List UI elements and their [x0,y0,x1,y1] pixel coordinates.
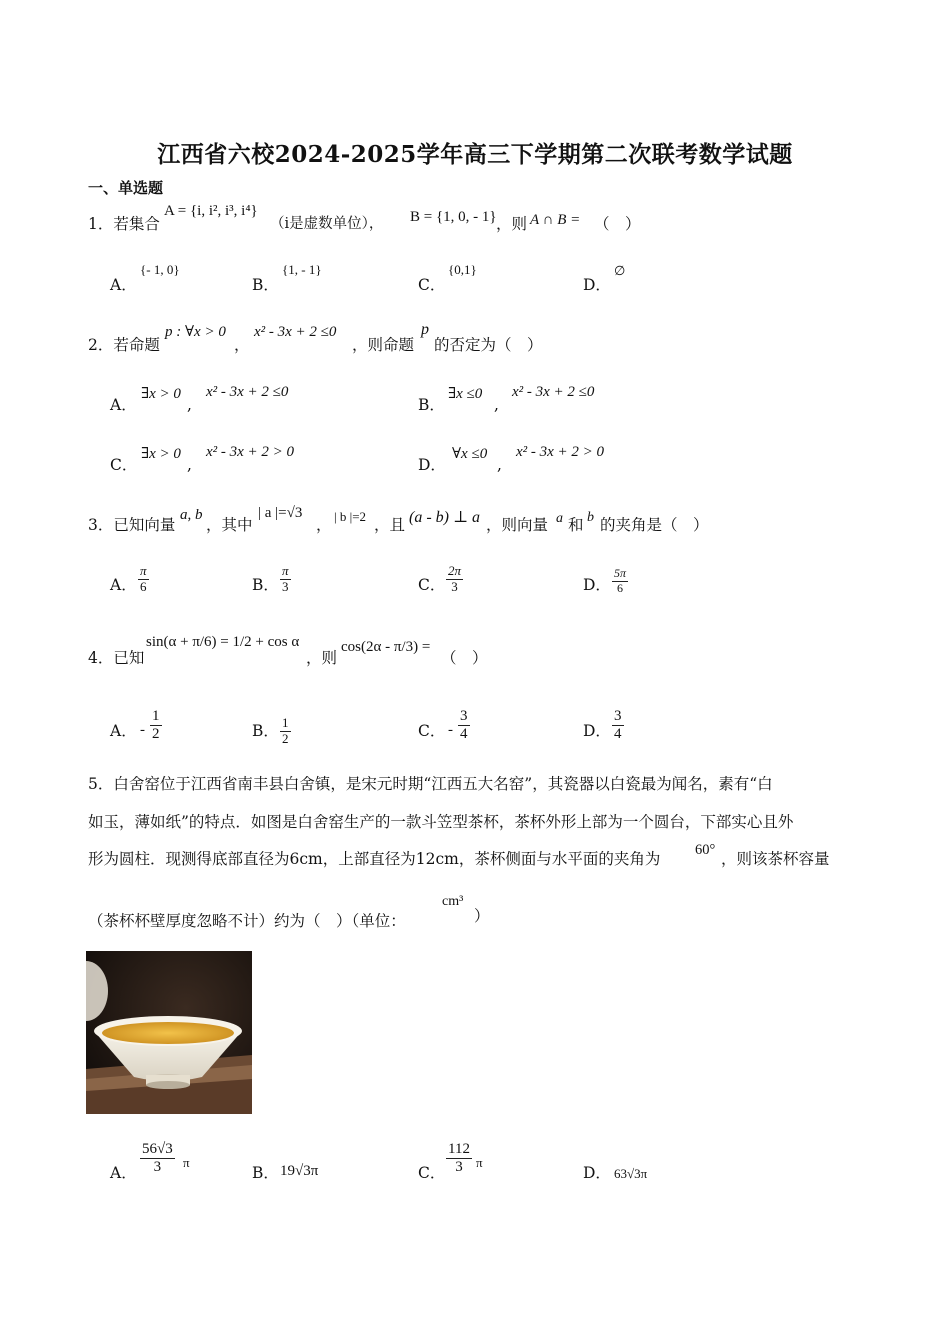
q1-set-a: A = {i, i², i³, i⁴} [164,203,258,219]
q4-option-a-sign: - [140,722,145,738]
q2-proposition: p : ∀x > 0 [165,324,226,340]
q3-option-d: $\frac{5\pi}{6}$ [614,566,627,595]
q1-then: ，则 [496,215,528,233]
q5-line-3a: 形为圆柱．现测得底部直径为6cm，上部直径为12cm，茶杯侧面与水平面的夹角为 [88,850,661,868]
q3-cond-1: | a |=√3 [258,505,303,521]
q5-unit: cm³ [442,894,464,909]
teacup-illustration [86,951,252,1114]
q4-option-d-label: D． [583,722,611,740]
q2-option-d-left: ∀x ≤0 [452,446,488,462]
q5-option-b: 19√3π [280,1163,319,1179]
q3-option-c-label: C． [418,576,446,594]
q5-line-1: 5．白舍窑位于江西省南丰县白舍镇，是宋元时期“江西五大名窑”，其瓷器以白瓷最为闻名，素有“白 [88,775,773,793]
q2-number: 2．若命题 [88,336,160,354]
q2-option-b-right: x² - 3x + 2 ≤0 [512,384,595,400]
q5-option-b-label: B． [252,1164,279,1182]
teacup-photo [86,951,252,1114]
q3-option-a: $\frac{\pi}{6}$ [140,563,147,594]
q4-option-a-label: A． [110,722,137,740]
q5-line-3b: ，则该茶杯容量 [721,850,830,868]
q3-cond-3: (a - b) ⊥ a [409,509,481,526]
q4-blank: （ ） [441,649,488,667]
q5-option-a-label: A． [110,1164,137,1182]
q3-he: 和 [568,516,584,534]
q2-condition: x² - 3x + 2 ≤0 [254,324,337,340]
q2-option-a-right: x² - 3x + 2 ≤0 [206,384,289,400]
q5-option-c: $\frac{112}{3}$ [448,1141,470,1176]
page-title: 江西省六校2024-2025学年高三下学期第二次联考数学试题 [157,141,793,168]
q3-option-b: $\frac{\pi}{3}$ [282,563,289,594]
q3-where: ，其中 [206,516,253,534]
q1-option-a-label: A． [110,276,137,294]
q3-option-b-label: B． [252,576,279,594]
q1-note: （i是虚数单位）， [270,216,384,232]
q1-option-d-label: D． [583,276,611,294]
q3-option-c: $\frac{2\pi}{3}$ [448,563,462,594]
q2-option-c-label: C． [110,456,138,474]
q3-tail: 的夹角是（ ） [600,516,709,534]
q1-option-c: {0,1} [448,262,477,277]
q3-then: ，则向量 [486,516,549,534]
q5-angle: 60° [695,842,716,858]
q1-blank: （ ） [594,215,641,233]
q5-option-a: $\frac{56√3}{3}$ [142,1141,173,1176]
q3-b: b [587,510,594,525]
q1-option-b-label: B． [252,276,279,294]
q1-option-b: {1, - 1} [282,262,322,277]
q5-line-2: 如玉，薄如纸”的特点．如图是白舍窑生产的一款斗笠型茶杯，茶杯外形上部为一个圆台，下部实心且外 [88,813,794,831]
q1-option-c-label: C． [418,276,446,294]
q4-rhs: cos(2α - π/3) = [341,639,431,655]
q3-cond-2: | b |=2 [334,509,367,524]
q2-option-d-label: D． [418,456,446,474]
q4-option-c: $\frac{3}{4}$ [460,708,468,743]
q5-option-d-label: D． [583,1164,611,1182]
q5-option-c-label: C． [418,1164,446,1182]
q2-tail: 的否定为（ ） [434,336,543,354]
q4-option-a: $\frac{1}{2}$ [152,708,160,743]
q1-set-b: B = {1, 0, - 1} [410,209,497,225]
q3-option-d-label: D． [583,576,611,594]
q5-line-4a: （茶杯杯壁厚度忽略不计）约为（ ）（单位： [88,912,406,930]
q2-option-c-right: x² - 3x + 2 > 0 [206,444,295,460]
q2-comma: ， [234,336,250,354]
q5-line-4b: ） [474,907,490,925]
q3-option-a-label: A． [110,576,137,594]
q4-option-c-label: C． [418,722,446,740]
q2-p: p [421,321,429,338]
q5-option-d: 63√3π [614,1166,648,1181]
q4-option-d: $\frac{3}{4}$ [614,708,622,743]
q4-lhs: sin(α + π/6) = 1/2 + cos α [146,634,300,650]
q3-vectors: a, b [180,507,203,523]
q2-option-a-label: A． [110,396,137,414]
q3-number: 3．已知向量 [88,516,176,534]
q2-option-d-right: x² - 3x + 2 > 0 [516,444,605,460]
q1-option-a: {- 1, 0} [140,262,180,277]
section-heading: 一、单选题 [88,179,164,197]
q4-option-c-sign: - [448,722,453,738]
q3-and: ，且 [374,516,406,534]
q1-option-d: ∅ [614,263,626,278]
q2-option-b-label: B． [418,396,445,414]
q2-option-c-left: ∃x > 0 [141,446,181,462]
q4-number: 4．已知 [88,649,145,667]
q4-then: ，则 [306,649,338,667]
q2-option-b-left: ∃x ≤0 [448,386,483,402]
q1-number: 1．若集合 [88,215,160,233]
q2-option-a-left: ∃x > 0 [141,386,181,402]
q1-expr: A ∩ B = [530,212,581,228]
q4-option-b-label: B． [252,722,279,740]
q2-then: ，则命题 [352,336,415,354]
q4-option-b: $\frac{1}{2}$ [282,715,289,746]
q3-a: a [556,511,563,526]
